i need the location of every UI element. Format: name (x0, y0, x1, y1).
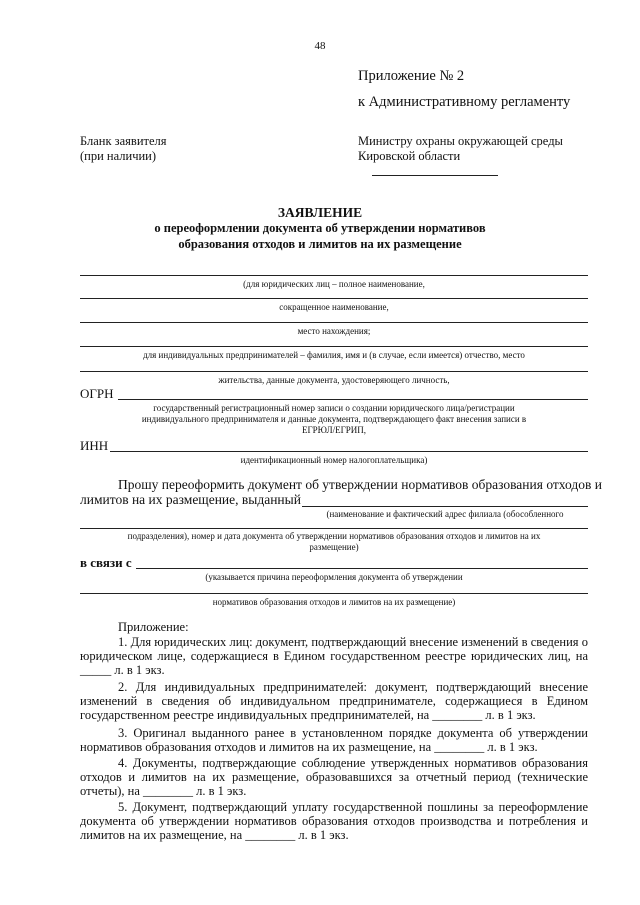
appendix-reference: к Административному регламенту (358, 94, 571, 110)
short-name-field[interactable] (80, 298, 588, 299)
branch-field[interactable] (80, 528, 588, 529)
document-subtitle-2: образования отходов и лимитов на их размещение (178, 237, 462, 251)
addressee-line-2: Кировской области (358, 149, 461, 163)
branch-caption-1: (наименование и фактический адрес филиала (обособленного (326, 509, 564, 519)
ogrn-label: ОГРН (80, 386, 114, 401)
ogrn-caption-2: индивидуального предпринимателя и данные документа, подтверждающего факт внесения записи в (141, 414, 527, 424)
short-name-caption: сокращенное наименование, (279, 302, 389, 312)
branch-caption-3: размещение) (309, 542, 359, 552)
due-to-label: в связи с (80, 555, 132, 570)
inn-caption: идентификационный номер налогоплательщика) (240, 455, 428, 465)
reason-field[interactable] (136, 568, 588, 569)
appendix-number: Приложение № 2 (358, 68, 465, 84)
ogrn-field[interactable] (118, 399, 588, 400)
attachment-item-2: 2. Для индивидуальных предпринимателей: документ, подтверждающий внесение изменений в сведения об индивидуальном предпринимателе, содержащиеся в Едином государственном реестре индивидуальных предпринимателей, на ________ л. в 1 экз. (80, 680, 588, 722)
attachments-heading: Приложение: (118, 620, 189, 634)
full-name-caption: (для юридических лиц – полное наименование, (243, 279, 425, 289)
applicant-form-label: Бланк заявителя (80, 134, 167, 148)
page-number: 48 (314, 40, 326, 52)
reason-caption-2: нормативов образования отходов и лимитов на их размещение) (212, 597, 456, 607)
addressee-signature-line[interactable] (372, 175, 498, 176)
ip-name-field[interactable] (80, 346, 588, 347)
attachment-item-5: 5. Документ, подтверждающий уплату государственной пошлины за переоформление документа об утверждении нормативов образования отходов производства и потребления и лимитов на их размещение, на ________ л. в 1 экз. (80, 800, 588, 842)
attachment-item-1: 1. Для юридических лиц: документ, подтверждающий внесение изменений в сведения о юридическом лице, содержащиеся в Едином государственном реестре юридических лиц, на _____ л. в 1 экз. (80, 635, 588, 677)
document-subtitle-1: о переоформлении документа об утверждении нормативов (154, 221, 486, 235)
inn-label: ИНН (80, 438, 109, 453)
attachment-item-3: 3. Оригинал выданного ранее в установленном порядке документа об утверждении нормативов образования отходов и лимитов на их размещение, на ________ л. в 1 экз. (80, 726, 588, 754)
inn-field[interactable] (110, 451, 588, 452)
ip-name-caption: для индивидуальных предпринимателей – фамилия, имя и (в случае, если имеется) отчество, место (143, 350, 525, 360)
location-field[interactable] (80, 322, 588, 323)
full-name-field[interactable] (80, 275, 588, 276)
ogrn-caption-1: государственный регистрационный номер записи о создании юридического лица/регистрации (153, 403, 515, 413)
reason-field-2[interactable] (80, 593, 588, 594)
branch-caption-2: подразделения), номер и дата документа об утверждении нормативов образования отходов и лимитов на их (127, 531, 541, 541)
location-caption: место нахождения; (297, 326, 371, 336)
attachment-item-4: 4. Документы, подтверждающие соблюдение утвержденных нормативов образования отходов и лимитов на их размещение, образовавшихся за отчетный период (технические отчеты), на ________ л. в 1 экз. (80, 756, 588, 798)
request-line-1: Прошу переоформить документ об утверждении нормативов образования отходов и (118, 477, 602, 492)
residence-caption: жительства, данные документа, удостоверяющего личность, (218, 375, 450, 385)
residence-field[interactable] (80, 371, 588, 372)
ogrn-caption-3: ЕГРЮЛ/ЕГРИП, (301, 425, 367, 435)
reason-caption-1: (указывается причина переоформления документа об утверждении (205, 572, 463, 582)
document-title: ЗАЯВЛЕНИЕ (277, 205, 363, 220)
addressee-line-1: Министру охраны окружающей среды (358, 134, 563, 148)
issued-to-field[interactable] (302, 506, 588, 507)
applicant-form-note: (при наличии) (80, 149, 157, 163)
request-line-2: лимитов на их размещение, выданный (80, 492, 301, 507)
